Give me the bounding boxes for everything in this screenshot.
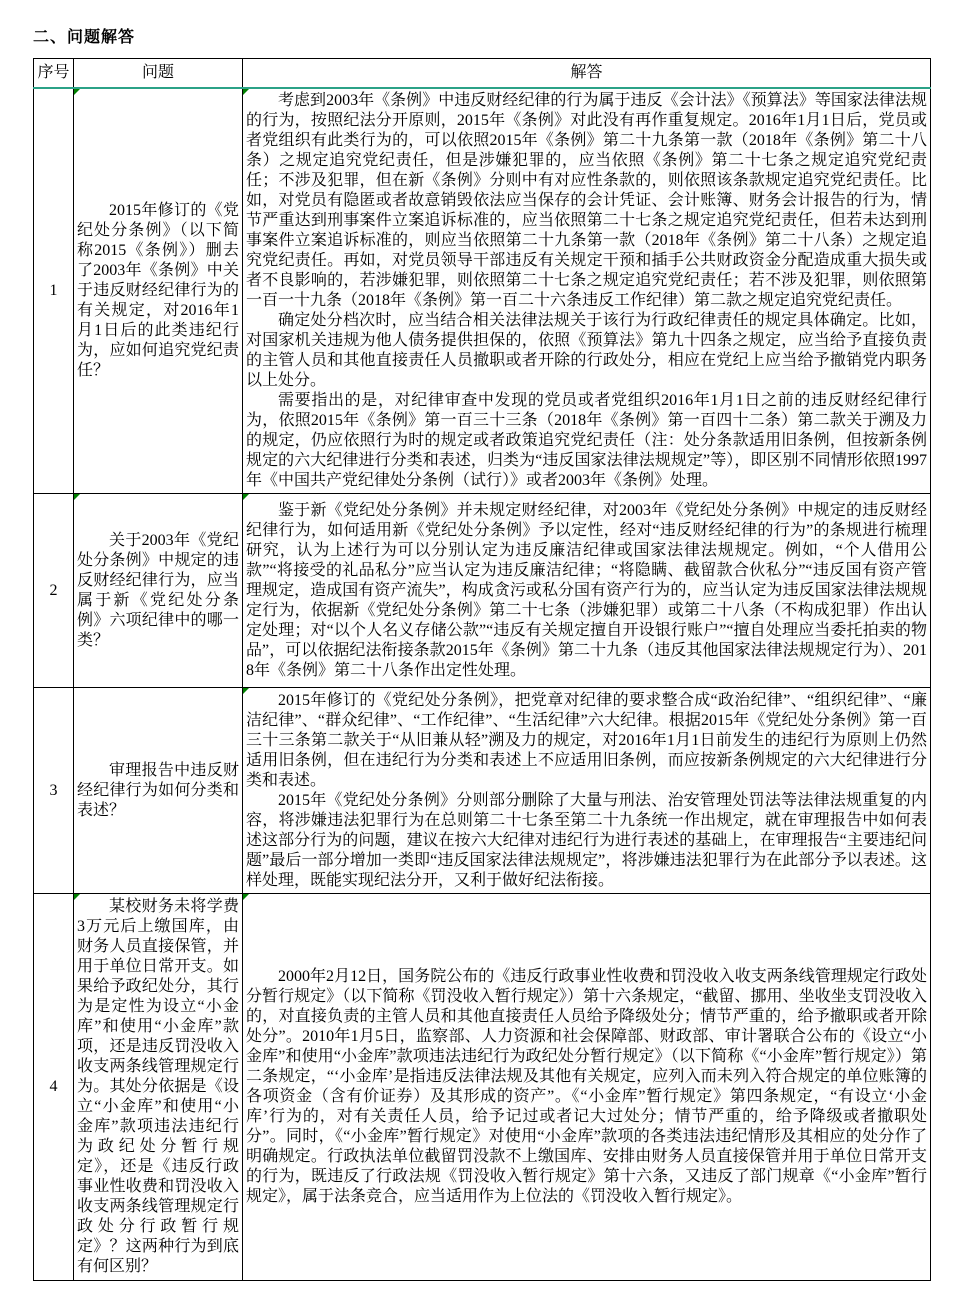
answer-paragraph: 2000年2月12日，国务院公布的《违反行政事业性收费和罚没收入收支两条线管理规定行政处分暂行规定》（以下简称《罚没收入暂行规定》）第十六条规定，“截留、挪用、坐收坐支罚没收入的，对直接负责的主管人员和其他直接责任人员给予降级处分；情节严重的，给予撤职或者开除处分”。2010年1月5日，监察部、人力资源和社会保障部、财政部、审计署联合公布的《设立“小金库”和使用“小金库”款项违法违纪行为政纪处分暂行规定》（以下简称《“小金库”暂行规定》）第二条规定，“‘小金库’是指违反法律法规及其他有关规定，应列入而未列入符合规定的单位账簿的各项资金（含有价证券）及其形成的资产”。《“小金库”暂行规定》第四条规定，“有设立‘小金库’行为的，对有关责任人员，给予记过或者记大过处分；情节严重的，给予降级或者撤职处分”。同时，《“小金库”暂行规定》对使用“小金库”款项的各类违法违纪情形及其相应的处分作了明确规定。行政执法单位截留罚没款不上缴国库、安排由财务人员直接保管并用于单位日常开支的行为，既违反了行政法规《罚没收入暂行规定》第十六条，又违反了部门规章《“小金库”暂行规定》，属于法条竞合，应当适用作为上位法的《罚没收入暂行规定》。	[246, 968, 927, 1205]
table-row	[34, 688, 931, 894]
answer-cell	[243, 494, 931, 688]
answer-cell	[243, 88, 931, 494]
table-header-row	[34, 59, 931, 89]
answer-paragraph: 确定处分档次时，应当结合相关法律法规关于该行为行政纪律责任的规定具体确定。比如，对国家机关违规为他人债务提供担保的，依照《预算法》第九十四条之规定，应当给予直接负责的主管人员和其他直接责任人员撤职或者开除的行政处分，相应在党纪上应当给予撤销党内职务以上处分。	[246, 312, 927, 389]
question-text: 审理报告中违反财经纪律行为如何分类和表述？	[77, 761, 239, 819]
question-text: 2015年修订的《党纪处分条例》（以下简称2015《条例》）删去了2003年《条例》中关于违反财经纪律行为的有关规定，对2016年1月1日后的此类违纪行为，应如何追究党纪责任？	[77, 202, 239, 379]
question-text: 关于2003年《党纪处分条例》中规定的违反财经纪律行为，应当属于新《党纪处分条例》六项纪律中的哪一类？	[77, 531, 239, 649]
answer-paragraph: 考虑到2003年《条例》中违反财经纪律的行为属于违反《会计法》《预算法》等国家法律法规的行为，按照纪法分开原则，2015年《条例》对此没有再作重复规定。2016年1月1日后，党员或者党组织有此类行为的，可以依照2015年《条例》第二十九条第一款（2018年《条例》第二十八条）之规定追究党纪责任，但是涉嫌犯罪的，应当依照《条例》第二十七条之规定追究党纪责任；不涉及犯罪，但在新《条例》分则中有对应性条款的，则依照该条款规定追究党纪责任。比如，对党员有隐匿或者故意销毁依法应当保存的会计凭证、会计账簿、财务会计报告的行为，情节严重达到刑事案件立案追诉标准的，应当依照第二十七条之规定追究党纪责任，但若未达到刑事案件立案追诉标准的，则应当依照第二十九条第一款（2018年《条例》第二十八条）之规定追究党纪责任。再如，对党员领导干部违反有关规定干预和插手公共财政资金分配造成重大损失或者不良影响的，若涉嫌犯罪，则依照第二十七条之规定追究党纪责任；若不涉及犯罪，则依照第一百一十九条（2018年《条例》第一百二十六条违反工作纪律）第二款之规定追究党纪责任。	[246, 92, 927, 309]
row-number: 2	[34, 494, 74, 688]
answer-paragraph: 鉴于新《党纪处分条例》并未规定财经纪律，对2003年《党纪处分条例》中规定的违反财经纪律行为，如何适用新《党纪处分条例》予以定性，经对“违反财经纪律的行为”的条规进行梳理研究，认为上述行为可以分别认定为违反廉洁纪律或国家法律法规规定。例如，“个人借用公款”“将接受的礼品私分”应当认定为违反廉洁纪律；“将隐瞒、截留款合伙私分”“违反国有资产管理规定，造成国有资产流失”，构成贪污或私分国有资产行为的，应当认定为违反国家法律法规规定行为，依据新《党纪处分条例》第二十七条（涉嫌犯罪）或第二十八条（不构成犯罪）作出认定处理；对“以个人名义存储公款”“违反有关规定擅自开设银行账户”“擅自处理应当委托拍卖的物品”，可以依据纪法衔接条款2015年《条例》第二十九条（违反其他国家法律法规规定行为）、2018年《条例》第二十八条作出定性处理。	[246, 501, 927, 679]
answer-cell	[243, 688, 931, 894]
row-number: 3	[34, 688, 74, 894]
col-header-answer: 解答	[243, 59, 931, 89]
table-row	[34, 894, 931, 1281]
answer-paragraph: 2015年《党纪处分条例》分则部分删除了大量与刑法、治安管理处罚法等法律法规重复的内容，将涉嫌违法犯罪行为在总则第二十七条至第二十九条统一作出规定，就在审理报告中如何表述这部分行为的问题，建议在按六大纪律对违纪行为进行表述的基础上，在审理报告“主要违纪问题”最后一部分增加一类即“违反国家法律法规规定”，将涉嫌违法犯罪行为在此部分予以表述。这样处理，既能实现纪法分开，又利于做好纪法衔接。	[246, 791, 927, 889]
question-cell	[74, 688, 243, 894]
answer-cell	[243, 894, 931, 1281]
answer-paragraph: 需要指出的是，对纪律审查中发现的党员或者党组织2016年1月1日之前的违反财经纪律行为，依照2015年《条例》第一百三十三条（2018年《条例》第一百四十二条）第二款关于溯及力的规定，仍应依照行为时的规定或者政策追究党纪责任（注：处分条款适用旧条例，但按新条例规定的六大纪律进行分类和表述，归类为“违反国家法律法规规定”等），即区别不同情形依照1997年《中国共产党纪律处分条例（试行）》或者2003年《条例》处理。	[246, 392, 927, 489]
question-cell	[74, 894, 243, 1281]
col-header-question: 问题	[74, 59, 243, 89]
question-text: 某校财务未将学费3万元后上缴国库，由财务人员直接保管，并用于单位日常开支。如果给予政纪处分，其行为是定性为设立“小金库”和使用“小金库”款项，还是违反罚没收入收支两条线管理规定行为。其处分依据是《设立“小金库”和使用“小金库”款项违法违纪行为政纪处分暂行规定》，还是《违反行政事业性收费和罚没收入收支两条线管理规定行政处分行政暂行规定》？这两种行为到底有何区别？	[77, 898, 239, 1275]
row-number: 1	[34, 88, 74, 494]
table-row	[34, 88, 931, 494]
qa-table	[33, 58, 931, 1281]
answer-paragraph: 2015年修订的《党纪处分条例》，把党章对纪律的要求整合成“政治纪律”、“组织纪律”、“廉洁纪律”、“群众纪律”、“工作纪律”、“生活纪律”六大纪律。根据2015年《党纪处分条例》第一百三十三条第二款关于“从旧兼从轻”溯及力的规定，对2016年1月1日前发生的违纪行为原则上仍然适用旧条例，但在违纪行为分类和表述上不应适用旧条例，而应按新条例规定的六大纪律进行分类和表述。	[246, 691, 927, 789]
col-header-num: 序号	[34, 59, 74, 89]
page-title: 二、问题解答	[33, 29, 136, 46]
question-cell	[74, 88, 243, 494]
table-row	[34, 494, 931, 688]
question-cell	[74, 494, 243, 688]
row-number: 4	[34, 894, 74, 1281]
